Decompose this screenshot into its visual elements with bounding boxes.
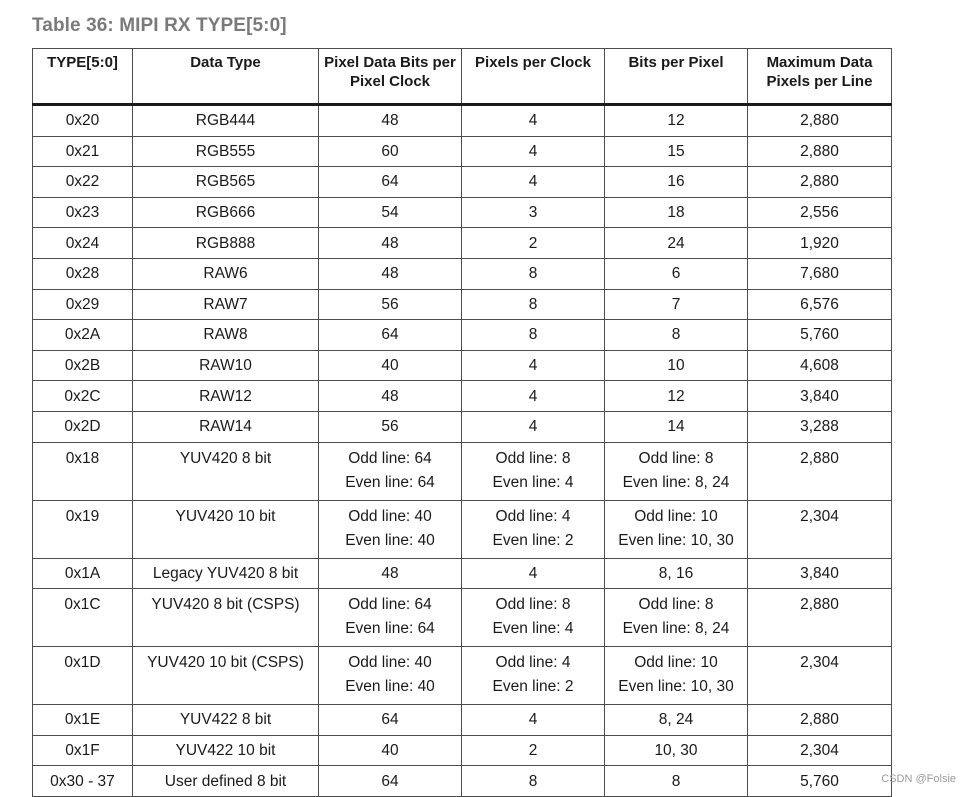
cell-bits-per-pixel: [605, 411, 748, 442]
table-row: [33, 381, 892, 412]
cell-line: 48: [381, 234, 399, 252]
table-caption: Table 36: MIPI RX TYPE[5:0]: [32, 15, 287, 36]
cell-bits-per-pixel: [605, 197, 748, 228]
cell-type: 0x18: [33, 442, 133, 500]
cell-pixels-per-clock: [462, 381, 605, 412]
cell-max-pixels: 6,576: [748, 289, 892, 320]
cell-line: 8: [528, 772, 538, 790]
header-type: TYPE[5:0]: [33, 49, 133, 105]
cell-bits-per-clock: [319, 289, 462, 320]
cell-line: Even line: 4: [492, 473, 574, 491]
cell-bits-per-clock: [319, 167, 462, 198]
table-row: [33, 197, 892, 228]
cell-pixels-per-clock: [462, 136, 605, 167]
cell-bits-per-pixel: [605, 766, 748, 797]
cell-bits-per-pixel: [605, 320, 748, 351]
cell-type: 0x20: [33, 105, 133, 137]
cell-max-pixels: 4,608: [748, 350, 892, 381]
cell-pixels-per-clock: [462, 735, 605, 766]
table-row: [33, 411, 892, 442]
cell-max-pixels: 2,556: [748, 197, 892, 228]
cell-line: 8: [528, 326, 538, 344]
cell-line: Odd line: 10: [634, 654, 718, 672]
cell-bits-per-pixel: [605, 735, 748, 766]
cell-pixels-per-clock: [462, 647, 605, 705]
cell-line: Even line: 2: [492, 531, 574, 549]
cell-line: 8, 24: [658, 711, 694, 729]
cell-line: Even line: 10, 30: [618, 531, 734, 549]
cell-type: 0x24: [33, 228, 133, 259]
cell-data-type: YUV420 10 bit (CSPS): [133, 647, 319, 705]
cell-line: 4: [528, 711, 538, 729]
cell-line: Even line: 10, 30: [618, 678, 734, 696]
cell-bits-per-pixel: [605, 705, 748, 736]
cell-line: 24: [667, 234, 685, 252]
cell-bits-per-clock: [319, 228, 462, 259]
cell-max-pixels: 2,880: [748, 136, 892, 167]
cell-type: 0x2B: [33, 350, 133, 381]
cell-bits-per-pixel: [605, 350, 748, 381]
cell-data-type: RAW12: [133, 381, 319, 412]
cell-line: 3: [528, 204, 538, 222]
cell-line: Even line: 64: [345, 620, 435, 638]
cell-bits-per-pixel: [605, 228, 748, 259]
cell-data-type: Legacy YUV420 8 bit: [133, 558, 319, 589]
table-row: [33, 258, 892, 289]
cell-bits-per-clock: [319, 320, 462, 351]
table-row: [33, 558, 892, 589]
cell-line: 64: [381, 173, 399, 191]
cell-line: 4: [528, 112, 538, 130]
cell-type: 0x2D: [33, 411, 133, 442]
cell-bits-per-clock: [319, 766, 462, 797]
table-row: [33, 320, 892, 351]
cell-line: 6: [671, 265, 681, 283]
cell-line: 48: [381, 112, 399, 130]
cell-pixels-per-clock: [462, 442, 605, 500]
mipi-rx-type-table: [32, 48, 892, 797]
cell-line: 14: [667, 418, 685, 436]
table-row: [33, 735, 892, 766]
cell-pixels-per-clock: [462, 350, 605, 381]
cell-bits-per-clock: [319, 197, 462, 228]
cell-pixels-per-clock: [462, 258, 605, 289]
cell-data-type: YUV420 8 bit (CSPS): [133, 589, 319, 647]
cell-max-pixels: 2,880: [748, 705, 892, 736]
cell-pixels-per-clock: [462, 558, 605, 589]
cell-line: 2: [528, 742, 538, 760]
cell-line: Odd line: 8: [495, 449, 571, 467]
cell-data-type: RGB444: [133, 105, 319, 137]
cell-bits-per-clock: [319, 136, 462, 167]
cell-line: 4: [528, 387, 538, 405]
cell-pixels-per-clock: [462, 197, 605, 228]
cell-line: 12: [667, 112, 685, 130]
cell-line: 4: [528, 173, 538, 191]
cell-line: 4: [528, 357, 538, 375]
cell-line: 2: [528, 234, 538, 252]
cell-bits-per-pixel: [605, 500, 748, 558]
cell-bits-per-pixel: [605, 442, 748, 500]
table-row: [33, 136, 892, 167]
cell-bits-per-clock: [319, 735, 462, 766]
header-bits-per-clock: Pixel Data Bits per Pixel Clock: [319, 49, 462, 105]
cell-pixels-per-clock: [462, 167, 605, 198]
cell-line: 18: [667, 204, 685, 222]
cell-line: Even line: 4: [492, 620, 574, 638]
cell-line: Even line: 40: [345, 531, 435, 549]
header-max-pixels: Maximum Data Pixels per Line: [748, 49, 892, 105]
header-bits-per-pixel: Bits per Pixel: [605, 49, 748, 105]
cell-bits-per-clock: [319, 105, 462, 137]
cell-line: 4: [528, 142, 538, 160]
cell-max-pixels: 1,920: [748, 228, 892, 259]
cell-pixels-per-clock: [462, 105, 605, 137]
cell-bits-per-pixel: [605, 136, 748, 167]
table-row: [33, 589, 892, 647]
cell-bits-per-pixel: [605, 258, 748, 289]
cell-bits-per-clock: [319, 442, 462, 500]
cell-line: Odd line: 4: [495, 654, 571, 672]
cell-data-type: RGB565: [133, 167, 319, 198]
cell-type: 0x1A: [33, 558, 133, 589]
cell-line: 4: [528, 564, 538, 582]
cell-data-type: YUV422 10 bit: [133, 735, 319, 766]
cell-pixels-per-clock: [462, 766, 605, 797]
cell-type: 0x21: [33, 136, 133, 167]
cell-data-type: YUV420 10 bit: [133, 500, 319, 558]
table-row: [33, 500, 892, 558]
cell-max-pixels: 2,880: [748, 589, 892, 647]
cell-type: 0x22: [33, 167, 133, 198]
table-row: [33, 442, 892, 500]
cell-type: 0x2C: [33, 381, 133, 412]
cell-line: 48: [381, 564, 399, 582]
cell-bits-per-pixel: [605, 105, 748, 137]
table-header-row: [33, 49, 892, 105]
cell-line: 48: [381, 387, 399, 405]
cell-type: 0x1E: [33, 705, 133, 736]
cell-type: 0x23: [33, 197, 133, 228]
cell-type: 0x28: [33, 258, 133, 289]
cell-data-type: YUV420 8 bit: [133, 442, 319, 500]
cell-line: Odd line: 64: [348, 596, 432, 614]
cell-type: 0x19: [33, 500, 133, 558]
cell-max-pixels: 2,304: [748, 735, 892, 766]
cell-data-type: RAW8: [133, 320, 319, 351]
cell-bits-per-pixel: [605, 167, 748, 198]
table-row: [33, 647, 892, 705]
cell-line: 8: [528, 265, 538, 283]
cell-pixels-per-clock: [462, 589, 605, 647]
cell-type: 0x1D: [33, 647, 133, 705]
cell-data-type: RAW6: [133, 258, 319, 289]
cell-bits-per-pixel: [605, 589, 748, 647]
cell-pixels-per-clock: [462, 500, 605, 558]
cell-line: Even line: 64: [345, 473, 435, 491]
cell-data-type: RAW10: [133, 350, 319, 381]
cell-max-pixels: 2,880: [748, 105, 892, 137]
cell-line: Odd line: 4: [495, 507, 571, 525]
cell-line: 12: [667, 387, 685, 405]
cell-line: 15: [667, 142, 685, 160]
cell-line: Odd line: 64: [348, 449, 432, 467]
cell-line: 8: [671, 772, 681, 790]
table-row: [33, 289, 892, 320]
cell-line: Odd line: 8: [495, 596, 571, 614]
cell-line: Odd line: 40: [348, 654, 432, 672]
cell-max-pixels: 3,840: [748, 558, 892, 589]
cell-line: 8, 16: [658, 564, 694, 582]
cell-line: 56: [381, 295, 399, 313]
cell-pixels-per-clock: [462, 228, 605, 259]
cell-line: Odd line: 10: [634, 507, 718, 525]
cell-bits-per-clock: [319, 589, 462, 647]
cell-line: 54: [381, 204, 399, 222]
cell-line: Even line: 8, 24: [622, 620, 730, 638]
table-row: [33, 350, 892, 381]
cell-line: Odd line: 40: [348, 507, 432, 525]
cell-pixels-per-clock: [462, 289, 605, 320]
cell-line: Even line: 40: [345, 678, 435, 696]
cell-line: Odd line: 8: [638, 449, 714, 467]
cell-line: 64: [381, 326, 399, 344]
cell-max-pixels: 2,304: [748, 500, 892, 558]
cell-bits-per-pixel: [605, 289, 748, 320]
cell-line: 48: [381, 265, 399, 283]
cell-max-pixels: 5,760: [748, 320, 892, 351]
header-pixels-per-clock: Pixels per Clock: [462, 49, 605, 105]
cell-max-pixels: 3,288: [748, 411, 892, 442]
cell-type: 0x30 - 37: [33, 766, 133, 797]
cell-line: 40: [381, 742, 399, 760]
cell-data-type: RGB666: [133, 197, 319, 228]
cell-data-type: YUV422 8 bit: [133, 705, 319, 736]
cell-max-pixels: 3,840: [748, 381, 892, 412]
cell-line: Odd line: 8: [638, 596, 714, 614]
cell-line: 8: [671, 326, 681, 344]
cell-data-type: RGB888: [133, 228, 319, 259]
cell-bits-per-clock: [319, 350, 462, 381]
cell-max-pixels: 5,760: [748, 766, 892, 797]
cell-max-pixels: 7,680: [748, 258, 892, 289]
table-body: [33, 105, 892, 797]
cell-type: 0x1C: [33, 589, 133, 647]
table-row: [33, 105, 892, 137]
cell-bits-per-pixel: [605, 381, 748, 412]
cell-line: 56: [381, 418, 399, 436]
cell-data-type: RGB555: [133, 136, 319, 167]
cell-type: 0x29: [33, 289, 133, 320]
cell-line: 60: [381, 142, 399, 160]
cell-pixels-per-clock: [462, 411, 605, 442]
cell-line: 4: [528, 418, 538, 436]
table-row: [33, 705, 892, 736]
cell-line: Even line: 2: [492, 678, 574, 696]
cell-bits-per-clock: [319, 411, 462, 442]
cell-data-type: User defined 8 bit: [133, 766, 319, 797]
cell-bits-per-clock: [319, 705, 462, 736]
cell-line: 64: [381, 772, 399, 790]
cell-line: 10, 30: [654, 742, 698, 760]
table-row: [33, 228, 892, 259]
cell-data-type: RAW14: [133, 411, 319, 442]
watermark: CSDN @Folsie: [881, 773, 956, 785]
cell-line: 16: [667, 173, 685, 191]
cell-line: 10: [667, 357, 685, 375]
cell-line: Even line: 8, 24: [622, 473, 730, 491]
cell-bits-per-clock: [319, 647, 462, 705]
cell-max-pixels: 2,304: [748, 647, 892, 705]
cell-bits-per-pixel: [605, 647, 748, 705]
cell-max-pixels: 2,880: [748, 167, 892, 198]
header-data-type: Data Type: [133, 49, 319, 105]
cell-bits-per-clock: [319, 558, 462, 589]
cell-line: 64: [381, 711, 399, 729]
cell-line: 7: [671, 295, 681, 313]
cell-type: 0x1F: [33, 735, 133, 766]
cell-bits-per-clock: [319, 500, 462, 558]
cell-pixels-per-clock: [462, 705, 605, 736]
cell-bits-per-clock: [319, 258, 462, 289]
table-row: [33, 766, 892, 797]
cell-line: 40: [381, 357, 399, 375]
cell-pixels-per-clock: [462, 320, 605, 351]
cell-line: 8: [528, 295, 538, 313]
cell-bits-per-pixel: [605, 558, 748, 589]
table-row: [33, 167, 892, 198]
cell-type: 0x2A: [33, 320, 133, 351]
cell-data-type: RAW7: [133, 289, 319, 320]
cell-bits-per-clock: [319, 381, 462, 412]
cell-max-pixels: 2,880: [748, 442, 892, 500]
